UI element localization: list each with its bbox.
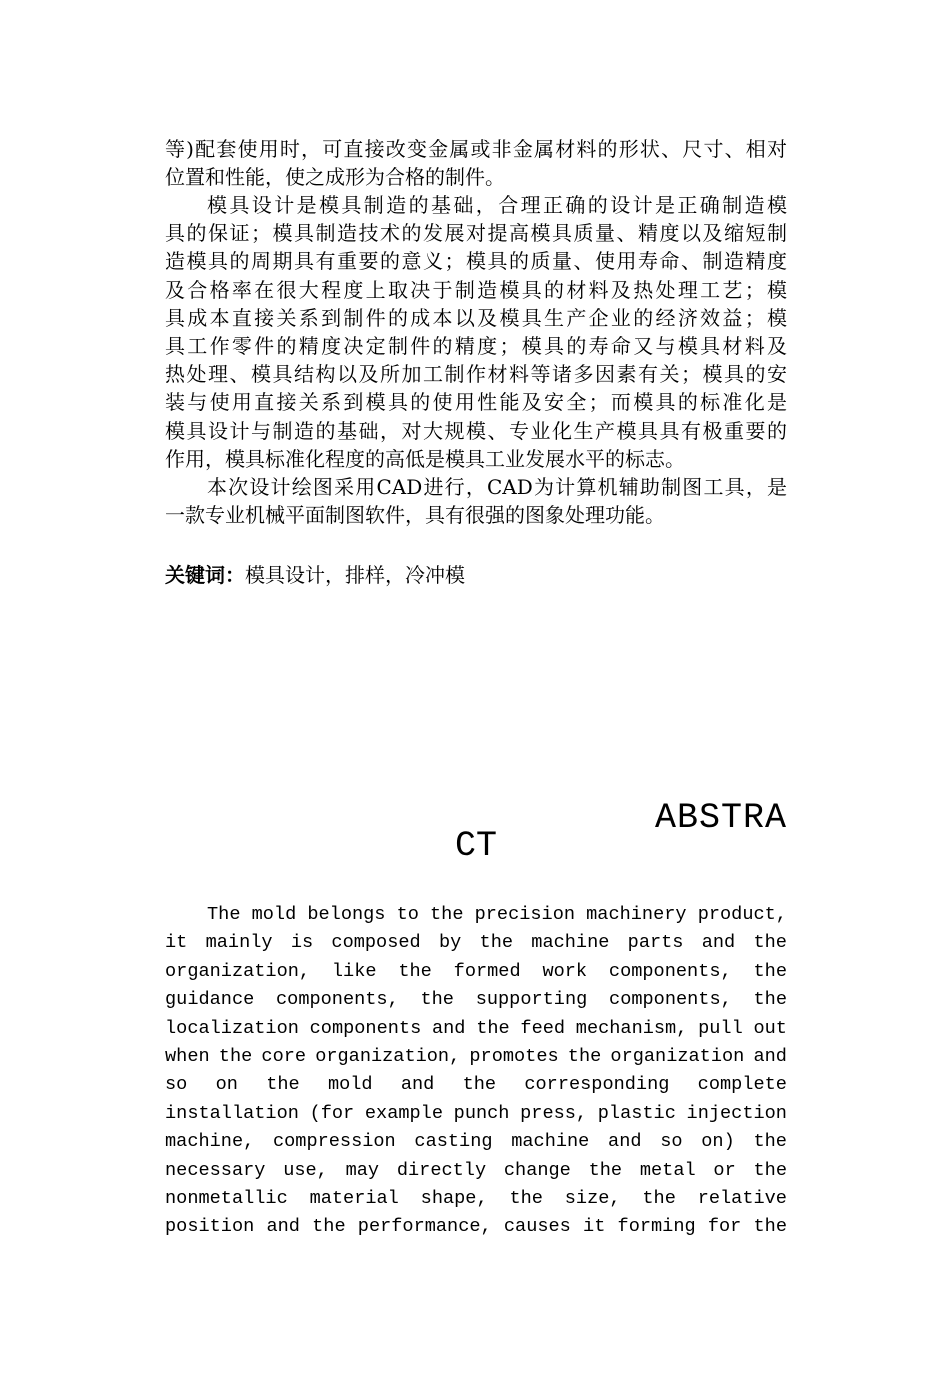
word: supporting	[475, 989, 588, 1011]
word: organization,	[165, 960, 311, 982]
word: mainly	[205, 932, 273, 954]
word: and	[266, 1216, 300, 1238]
word: so	[660, 1131, 683, 1153]
word: like	[331, 960, 377, 982]
word: example	[364, 1102, 443, 1124]
word: the	[753, 989, 787, 1011]
word: organization,	[315, 1045, 461, 1067]
word: guidance	[165, 989, 255, 1011]
word: the	[588, 1159, 623, 1181]
text-line: 具成本直接关系到制件的成本以及模具生产企业的经济效益；模	[165, 305, 787, 330]
word: complete	[697, 1074, 787, 1096]
english-abstract	[165, 901, 787, 1242]
word: change	[503, 1159, 571, 1181]
text-line: 装与使用直接关系到模具的使用性能及安全；而模具的标准化是	[165, 390, 787, 415]
word: directly	[396, 1159, 487, 1181]
text-line	[165, 901, 787, 929]
word: performance,	[357, 1216, 492, 1238]
word: or	[713, 1159, 736, 1181]
text-line: 本次设计绘图采用CAD进行，CAD为计算机辅助制图工具，是	[207, 475, 787, 499]
abstract-title-line-2	[165, 822, 787, 870]
word: the	[753, 960, 787, 982]
word: it	[583, 1216, 606, 1238]
word: the	[218, 1045, 253, 1067]
text-line	[165, 1071, 787, 1099]
word: localization	[165, 1017, 299, 1039]
word: the	[398, 960, 432, 982]
word: mold	[251, 904, 297, 925]
word: organization	[610, 1045, 745, 1067]
word: components,	[276, 989, 399, 1011]
word: installation	[165, 1102, 299, 1124]
text-line	[165, 1213, 787, 1241]
word: the	[420, 989, 454, 1011]
word: compression	[272, 1131, 396, 1153]
text-line	[165, 1015, 787, 1043]
word: the	[753, 1159, 787, 1181]
word: and	[608, 1131, 642, 1153]
word: The	[207, 904, 241, 925]
word: the	[642, 1187, 676, 1209]
word: nonmetallic	[165, 1187, 288, 1209]
text-line: 热处理、模具结构以及所加工制作材料等诸多因素有关；模具的安	[165, 362, 787, 387]
word: casting	[414, 1131, 493, 1153]
word: injection	[686, 1102, 787, 1124]
word: on	[215, 1074, 238, 1096]
word: shape,	[420, 1187, 488, 1209]
word: press,	[520, 1102, 588, 1124]
word: so	[165, 1074, 188, 1096]
text-line: 位置和性能，使之成形为合格的制件。	[165, 165, 505, 190]
text-line	[165, 1157, 787, 1185]
word: to	[396, 904, 419, 925]
word: it	[165, 932, 188, 954]
text-line: 模具设计是模具制造的基础，合理正确的设计是正确制造模	[207, 193, 787, 217]
word: the	[430, 904, 464, 925]
text-line	[165, 958, 787, 986]
word: the	[312, 1216, 346, 1238]
chinese-abstract-paragraph-3	[165, 473, 787, 529]
word: formed	[453, 960, 521, 982]
chinese-abstract-paragraph-2	[165, 191, 787, 473]
word: is	[290, 932, 314, 954]
word: may	[345, 1159, 380, 1181]
word: by	[438, 932, 462, 954]
chinese-abstract-continuation	[165, 135, 787, 191]
word: composed	[331, 932, 421, 954]
text-line	[165, 1185, 787, 1213]
word: the	[567, 1045, 602, 1067]
word: core	[261, 1045, 307, 1067]
abstract-title-line-2-text: CT	[454, 826, 497, 866]
word: parts	[627, 932, 684, 954]
word: position	[165, 1216, 255, 1238]
text-line: 等)配套使用时，可直接改变金属或非金属材料的形状、尺寸、相对	[165, 137, 787, 161]
word: mechanism,	[575, 1017, 688, 1039]
word: mold	[327, 1074, 373, 1096]
text-line	[165, 1100, 787, 1128]
word: relative	[697, 1187, 787, 1209]
word: for	[707, 1216, 742, 1238]
text-line: 一款专业机械平面制图软件，具有很强的图象处理功能。	[165, 503, 665, 528]
word: plastic	[597, 1102, 676, 1124]
word: components,	[608, 960, 732, 982]
word: machinery	[586, 904, 687, 925]
word: machine,	[165, 1131, 255, 1153]
word: and	[753, 1045, 787, 1067]
text-line	[165, 929, 787, 957]
text-line: 及合格率在很大程度上取决于制造模具的材料及热处理工艺；模	[165, 277, 787, 302]
word: the	[753, 1216, 787, 1238]
word: belongs	[307, 904, 386, 925]
word: on)	[701, 1131, 735, 1153]
keywords-value: 模具设计，排样，冷冲模	[245, 563, 465, 587]
word: when	[165, 1045, 210, 1067]
text-line: 具工作零件的精度决定制件的精度；模具的寿命又与模具材料及	[165, 334, 787, 359]
word: the	[479, 932, 514, 954]
word: the	[462, 1074, 497, 1096]
word: out	[753, 1017, 787, 1039]
word: the	[476, 1017, 510, 1039]
word: corresponding	[524, 1074, 670, 1096]
text-line: 具的保证；模具制造技术的发展对提高模具质量、精度以及缩短制	[165, 221, 787, 246]
word: promotes	[469, 1045, 559, 1067]
word: the	[266, 1074, 300, 1096]
word: necessary	[165, 1159, 266, 1181]
word: pull	[698, 1017, 743, 1039]
word: the	[509, 1187, 543, 1209]
word: and	[701, 932, 736, 954]
word: and	[400, 1074, 435, 1096]
word: machine	[531, 932, 610, 954]
text-line	[165, 986, 787, 1014]
word: forming	[617, 1216, 696, 1238]
word: components	[309, 1017, 422, 1039]
word: and	[431, 1017, 466, 1039]
word: metal	[639, 1159, 696, 1181]
word: causes	[503, 1216, 571, 1238]
text-line	[165, 1043, 787, 1071]
text-line	[165, 1128, 787, 1156]
text-line: 模具设计与制造的基础，对大规模、专业化生产模具具有极重要的	[165, 418, 787, 443]
word: machine	[511, 1131, 590, 1153]
word: punch	[453, 1102, 510, 1124]
word: feed	[520, 1017, 566, 1039]
abstract-title-line-1: ABSTRA	[654, 798, 787, 838]
word: work	[542, 960, 588, 982]
word: (for	[309, 1102, 355, 1124]
word: material	[309, 1187, 399, 1209]
word: size,	[564, 1187, 621, 1209]
word: use,	[283, 1159, 328, 1181]
keywords-line	[165, 561, 787, 589]
word: components,	[609, 989, 732, 1011]
text-line: 作用，模具标准化程度的高低是模具工业发展水平的标志。	[165, 446, 685, 471]
keywords-label: 关键词：	[165, 563, 245, 587]
text-line: 造模具的周期具有重要的意义；模具的质量、使用寿命、制造精度	[165, 249, 787, 274]
word: precision	[474, 904, 576, 925]
word: product,	[697, 904, 787, 925]
word: the	[753, 932, 787, 954]
word: the	[753, 1131, 787, 1153]
